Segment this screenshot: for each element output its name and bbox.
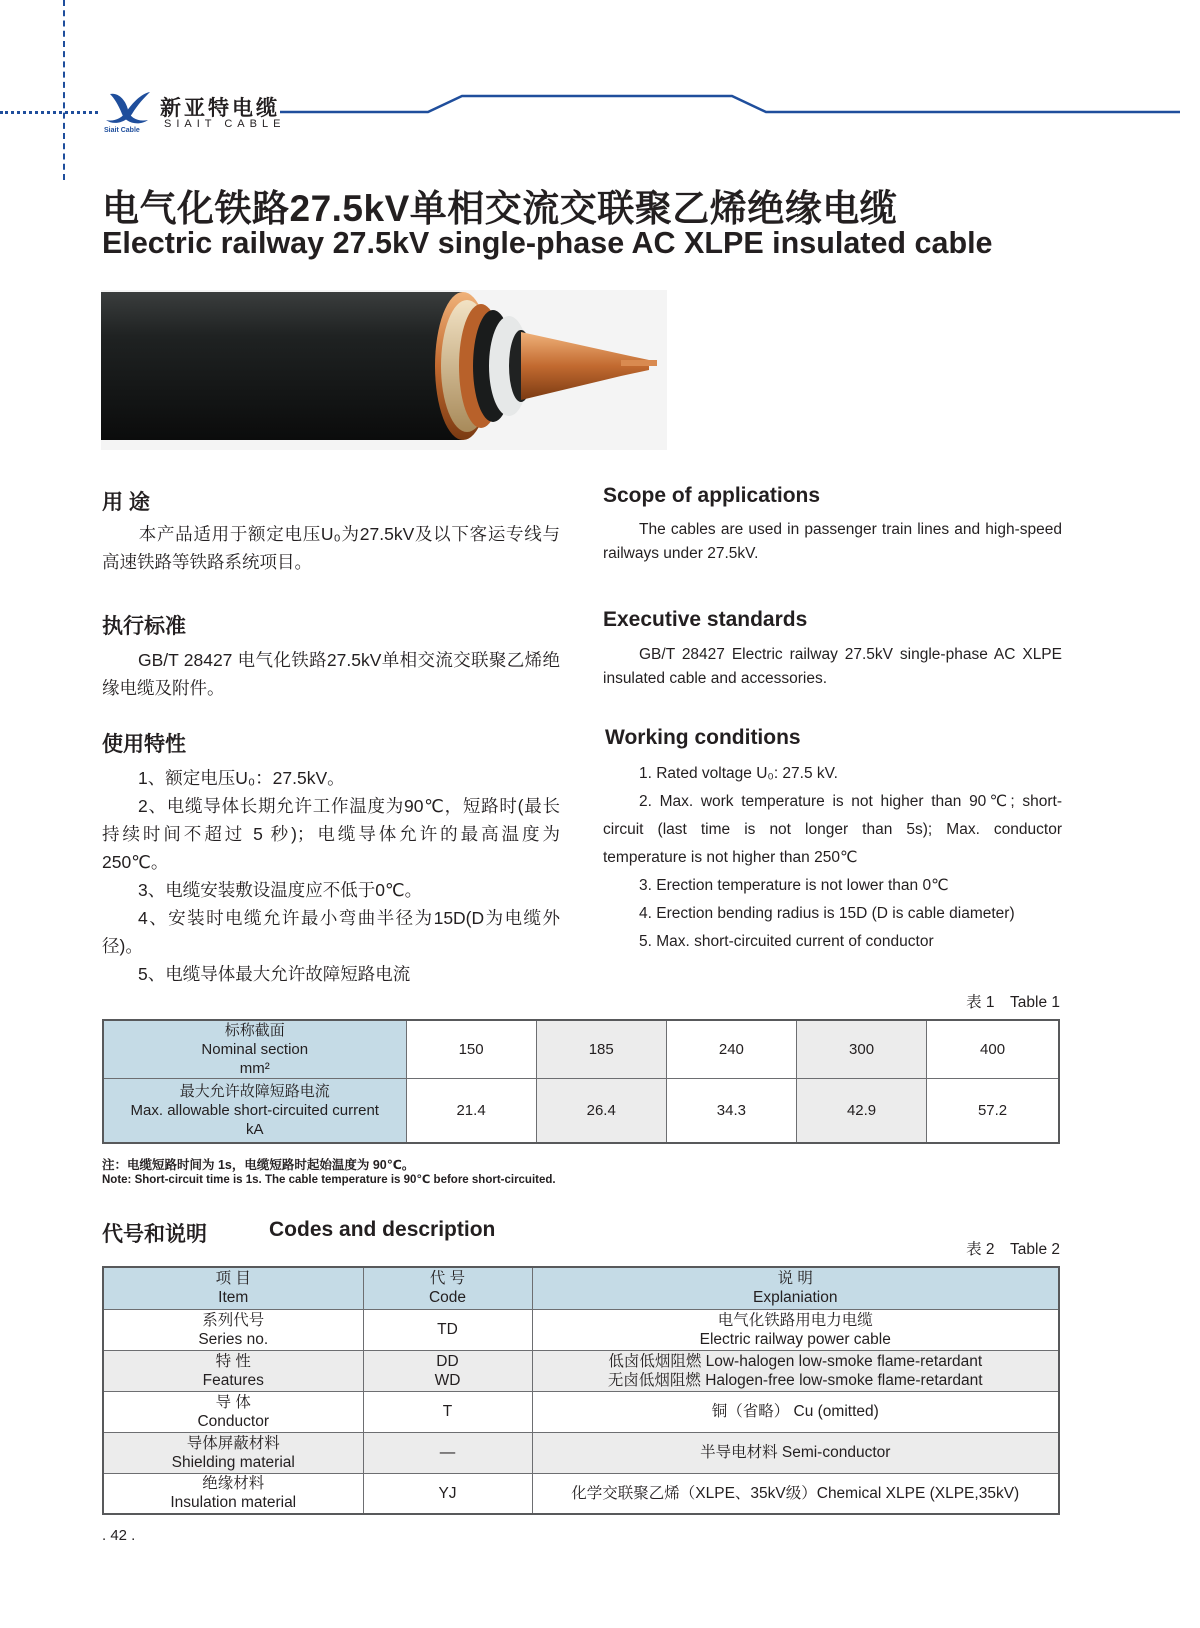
table1-section-header-unit: mm² [239,1060,270,1077]
table2-code: T [442,1403,453,1420]
table2-header-code-en: Code [428,1289,467,1307]
standards-text-english-content: GB/T 28427 Electric railway 27.5kV single-phase AC XLPE insulated cable and accessories. [603,646,1062,687]
table1-note-chinese: 注：电缆短路时间为 1s，电缆短路时起始温度为 90℃。 [102,1158,415,1172]
page-title-english: Electric railway 27.5kV single-phase AC XLPE insulated cable [102,226,993,260]
company-logo [104,90,286,136]
conditions-item-chinese-4-text: 4、安装时电缆允许最小弯曲半径为15D(D为电缆外径)。 [102,908,560,956]
codes-heading-chinese: 代号和说明 [102,1223,207,1246]
table1-section-cell: 185 [536,1020,666,1079]
table2-item-cell [103,1309,363,1350]
table2-item-en: Insulation material [170,1494,297,1512]
logo-english-name: SIAIT CABLE [164,118,286,130]
standards-text-chinese [102,646,560,702]
table2-item-en: Series no. [198,1330,269,1348]
scope-heading-chinese: 用 途 [102,491,150,514]
table1-current-header-unit: kA [245,1120,264,1138]
table2-explanation-line: Electric railway power cable [699,1330,891,1348]
table2-explanation-line: 铜（省略） Cu (omitted) [711,1403,879,1420]
table2-explanation-cell [532,1391,1059,1432]
table2-explanation-line: 半导电材料 Semi-conductor [700,1444,891,1461]
table2-header-row [103,1267,1059,1309]
conditions-item-english-4 [603,900,1062,928]
table2-item-en: Conductor [197,1412,269,1430]
table1-section-cell: 300 [796,1020,926,1079]
table2-item-cell [103,1350,363,1391]
conditions-item-chinese-5-text: 5、电缆导体最大允许故障短路电流 [138,964,411,984]
standards-text-english [603,643,1062,691]
page-number: . 42 . [102,1527,136,1544]
header-dotted-line [0,111,98,114]
table1-current-header [103,1079,406,1143]
table2-item-cn: 特 性 [215,1352,251,1370]
standards-heading-english: Executive standards [603,608,808,631]
table2-header-item-en: Item [218,1289,249,1307]
table-row [103,1309,1059,1350]
table1-current-row [103,1079,1059,1143]
table1-current-cell: 34.3 [666,1079,796,1143]
cable-product-image [101,290,667,450]
conditions-item-english-5 [603,928,1062,956]
table2-explanation-cell [532,1309,1059,1350]
conditions-item-chinese-2 [102,792,560,876]
codes-heading-english: Codes and description [269,1218,496,1241]
table2-header-explanation-en: Explaniation [753,1289,838,1307]
table1-current-header-en: Max. allowable short-circuited current [130,1101,379,1119]
table2-explanation-line: 低卤低烟阻燃 Low-halogen low-smoke flame-retardant [608,1352,983,1370]
conditions-item-english-1-text: 1. Rated voltage U₀: 27.5 kV. [639,765,838,782]
scope-heading-english: Scope of applications [603,484,821,507]
table-row [103,1350,1059,1391]
table2-item-en: Features [202,1371,264,1389]
table1-current-cell: 57.2 [927,1079,1059,1143]
table1-section-cell: 240 [666,1020,796,1079]
conditions-item-chinese-4 [102,904,560,960]
table2-code: TD [437,1321,458,1338]
standards-heading-chinese: 执行标准 [102,615,186,638]
logo-subtext: Siait Cable [104,127,140,134]
table1-current-header-cn: 最大允许故障短路电流 [179,1082,330,1100]
conditions-heading-english: Working conditions [605,726,801,749]
table1-section-row [103,1020,1059,1079]
table2-code-cell [363,1350,532,1391]
table1-note-english: Note: Short-circuit time is 1s. The cable temperature is 90℃ before short-circuited. [102,1174,556,1186]
conditions-item-chinese-1 [102,764,560,792]
table2-item-cn: 绝缘材料 [202,1475,265,1493]
conditions-item-chinese-3-text: 3、电缆安装敷设温度应不低于0℃。 [138,880,423,900]
table2-code-cell [363,1309,532,1350]
conditions-item-english-2-text: 2. Max. work temperature is not higher than 90℃; short-circuit (last time is not longer than 5s); Max. conductor temperature is not higher than 250℃ [603,793,1062,866]
table1-caption: 表 1 Table 1 [966,994,1060,1011]
conditions-item-chinese-1-text: 1、额定电压U₀：27.5kV。 [138,768,345,788]
table2-explanation-line: 无卤低烟阻燃 Halogen-free low-smoke flame-retardant [607,1371,983,1389]
table-row [103,1432,1059,1473]
scope-text-english [603,518,1062,566]
short-circuit-current-table [102,1019,1060,1144]
table1-current-cell: 26.4 [536,1079,666,1143]
table2-header-explanation-cn: 说 明 [777,1270,813,1288]
table1-section-header-cn: 标称截面 [224,1022,285,1039]
table2-code-cell [363,1432,532,1473]
table2-explanation-line: 化学交联聚乙烯（XLPE、35kV级）Chemical XLPE (XLPE,35kV) [571,1484,1020,1502]
table2-explanation-line: 电气化铁路用电力电缆 [717,1311,873,1329]
standards-text-chinese-content: GB/T 28427 电气化铁路27.5kV单相交流交联聚乙烯绝缘电缆及附件。 [102,650,560,698]
conditions-item-chinese-5 [102,960,560,988]
conditions-item-english-3-text: 3. Erection temperature is not lower than 0℃ [639,877,949,894]
conditions-item-english-2 [603,788,1062,872]
table2-item-cell [103,1473,363,1514]
header-vertical-dashed-line [63,0,65,180]
table1-section-cell: 400 [927,1020,1059,1079]
scope-text-chinese-content: 本产品适用于额定电压U₀为27.5kV及以下客运专线与高速铁路等铁路系统项目。 [102,524,560,572]
scope-text-english-content: The cables are used in passenger train lines and high-speed railways under 27.5kV. [603,521,1062,562]
table1-section-header-en: Nominal section [201,1041,309,1058]
table2-caption: 表 2 Table 2 [966,1241,1060,1258]
conditions-heading-chinese: 使用特性 [102,733,186,756]
table2-header-code-cn: 代 号 [429,1270,466,1288]
scope-text-chinese [102,520,560,576]
table2-explanation-cell [532,1350,1059,1391]
table2-code: WD [434,1371,461,1389]
table2-header-item [103,1267,363,1309]
table2-item-en: Shielding material [171,1453,295,1471]
table2-item-cn: 系列代号 [202,1311,265,1329]
logo-chinese-name: 新亚特电缆 [160,95,280,120]
table1-current-cell: 42.9 [796,1079,926,1143]
logo-mark-icon [104,90,156,126]
conditions-item-english-4-text: 4. Erection bending radius is 15D (D is cable diameter) [639,905,1015,922]
table2-header-item-cn: 项 目 [215,1270,251,1288]
table2-code-cell [363,1391,532,1432]
conditions-item-chinese-3 [102,876,560,904]
table2-explanation-cell [532,1473,1059,1514]
conditions-item-english-3 [603,872,1062,900]
table2-item-cn: 导体屏蔽材料 [186,1434,280,1452]
table2-item-cell [103,1432,363,1473]
table2-header-explanation [532,1267,1059,1309]
page-title-chinese: 电气化铁路27.5kV单相交流交联聚乙烯绝缘电缆 [102,188,898,229]
codes-table [102,1266,1060,1515]
table2-code: YJ [438,1484,457,1502]
table2-code: — [439,1444,456,1461]
table2-item-cn: 导 体 [215,1393,251,1411]
header-rule [280,90,1180,120]
table1-section-cell: 150 [406,1020,536,1079]
table2-header-code [363,1267,532,1309]
table1-current-cell: 21.4 [406,1079,536,1143]
conditions-item-english-5-text: 5. Max. short-circuited current of conductor [639,933,934,950]
conditions-item-english-1 [603,760,1062,788]
table2-code-cell [363,1473,532,1514]
table-row [103,1473,1059,1514]
table-row [103,1391,1059,1432]
table2-code: DD [436,1352,459,1370]
table2-item-cell [103,1391,363,1432]
conditions-item-chinese-2-text: 2、电缆导体长期允许工作温度为90℃，短路时(最长持续时间不超过 5 秒)；电缆导体允许的最高温度为250℃。 [102,796,560,872]
table2-explanation-cell [532,1432,1059,1473]
table1-section-header [103,1020,406,1079]
